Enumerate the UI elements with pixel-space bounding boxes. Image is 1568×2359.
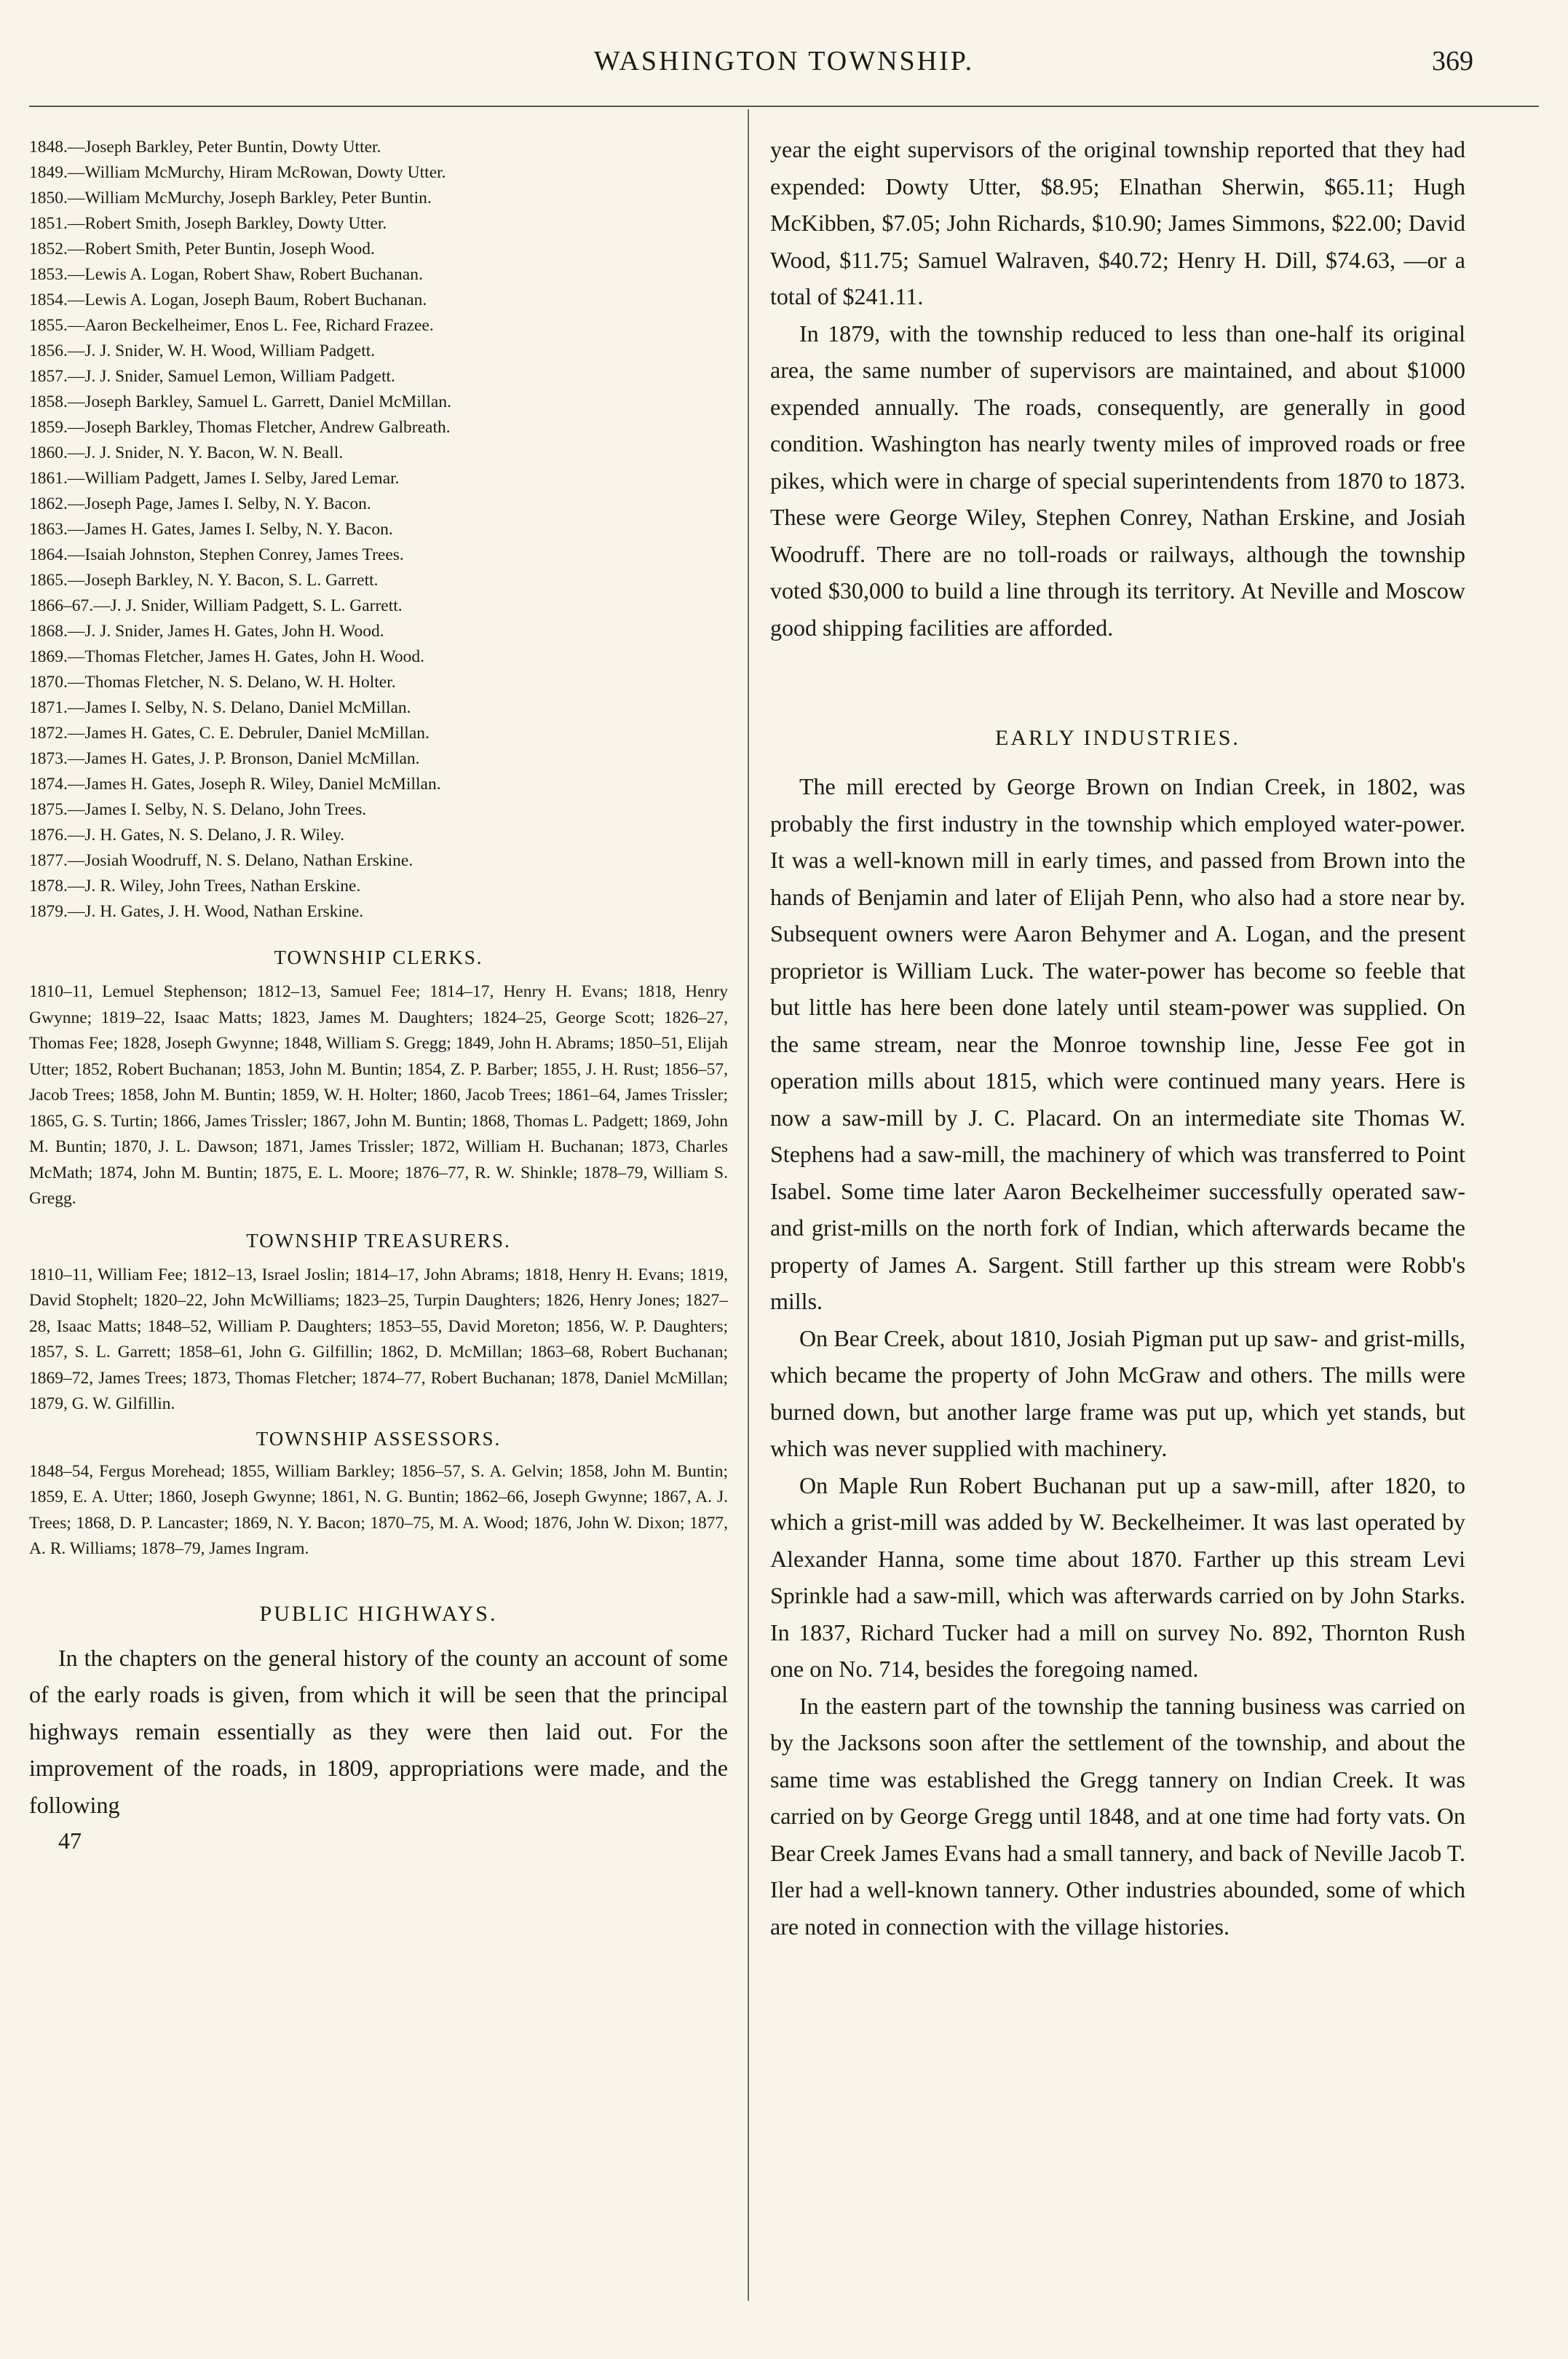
supervisors-entry: 1872.—James H. Gates, C. E. Debruler, Daniel McMillan. (29, 724, 429, 743)
supervisors-list (29, 135, 728, 925)
running-title: WASHINGTON TOWNSHIP. (593, 46, 975, 76)
supervisors-entry: 1865.—Joseph Barkley, N. Y. Bacon, S. L. Garrett. (29, 571, 379, 590)
supervisors-expenditure-paragraph: year the eight supervisors of the original township reported that they had expended: Dowty Utter, $8.95; Elnathan Sherwin, $65.11; Hugh McKibben, $7.05; John Richards, $10.90; James Simmons, $22.00; David Wood, $11.75; Samuel Walraven, $40.72; Henry H. Dill, $74.63, —or a total of $241.11. (770, 136, 1465, 309)
public-highways-paragraph: In the chapters on the general history of the county an account of some of the early roads is given, from which it will be seen that the principal highways remain essentially as they were then laid out. For the improvement of the roads, in 1809, appropriations were made, and the following (29, 1644, 728, 1818)
running-head (0, 45, 1568, 89)
maple-run-paragraph: On Maple Run Robert Buchanan put up a saw-mill, after 1820, to which a grist-mill was added by W. Beckelheimer. It was last operated by Alexander Hanna, some time about 1870. Farther up this stream Levi Sprinkle had a saw-mill, which was afterwards carried on by John Starks. In 1837, Richard Tucker had a mill on survey No. 892, Thornton Rush one on No. 714, besides the foregoing named. (770, 1471, 1465, 1682)
supervisors-entry: 1873.—James H. Gates, J. P. Bronson, Daniel McMillan. (29, 749, 420, 768)
treasurers-text: 1810–11, William Fee; 1812–13, Israel Joslin; 1814–17, John Abrams; 1818, Henry H. Evans; 1819, David Stophelt; 1820–22, John McWilliams; 1823–25, Turpin Daughters; 1826, Henry Jones; 1827–28, Isaac Matts; 1848–52, William P. Daughters; 1853–55, David Moreton; 1856, W. P. Daughters; 1857, S. L. Garrett; 1858–61, John G. Gilfillin; 1862, D. McMillan; 1863–68, Robert Buchanan; 1869–72, James Trees; 1873, Thomas Fletcher; 1874–77, Robert Buchanan; 1878, Daniel McMillan; 1879, G. W. Gilfillin. (29, 1265, 728, 1413)
roads-1879-paragraph: In 1879, with the township reduced to less than one-half its original area, the same number of supervisors are maintained, and about $1000 expended annually. The roads, consequently, are generally in good condition. Washington has nearly twenty miles of improved roads or free pikes, which were in charge of special superintendents from 1870 to 1873. These were George Wiley, Stephen Conrey, Nathan Erskine, and Josiah Woodruff. There are no toll-roads or railways, although the township voted $30,000 to build a line through its territory. At Neville and Moscow good shipping facilities are afforded. (770, 320, 1465, 641)
supervisors-entry: 1870.—Thomas Fletcher, N. S. Delano, W. H. Holter. (29, 673, 396, 692)
bear-creek-paragraph: On Bear Creek, about 1810, Josiah Pigman put up saw- and grist-mills, which became the property of John McGraw and others. The mills were burned down, but another large frame was put up, which yet stands, but which was never supplied with machinery. (770, 1324, 1465, 1461)
supervisors-entry: 1875.—James I. Selby, N. S. Delano, John Trees. (29, 800, 367, 819)
right-column (770, 131, 1465, 1945)
clerks-text: 1810–11, Lemuel Stephenson; 1812–13, Samuel Fee; 1814–17, Henry H. Evans; 1818, Henry Gwynne; 1819–22, Isaac Matts; 1823, James M. Daughters; 1824–25, George Scott; 1826–27, Thomas Fee; 1828, Joseph Gwynne; 1848, William S. Gregg; 1849, John H. Abrams; 1850–51, Elijah Utter; 1852, Robert Buchanan; 1853, John M. Buntin; 1854, Z. P. Barber; 1855, J. H. Rust; 1856–57, Jacob Trees; 1858, John M. Buntin; 1859, W. H. Holter; 1860, Jacob Trees; 1861–64, James Trissler; 1865, G. S. Turtin; 1866, James Trissler; 1867, John M. Buntin; 1868, Thomas L. Padgett; 1869, John M. Buntin; 1870, J. L. Dawson; 1871, James Trissler; 1872, William H. Buchanan; 1873, Charles McMath; 1874, John M. Buntin; 1875, E. L. Moore; 1876–77, R. W. Shinkle; 1878–79, William S. Gregg. (29, 982, 728, 1208)
supervisors-entry: 1861.—William Padgett, James I. Selby, Jared Lemar. (29, 469, 400, 488)
supervisors-entry: 1868.—J. J. Snider, James H. Gates, John H. Wood. (29, 622, 384, 641)
supervisors-entry: 1864.—Isaiah Johnston, Stephen Conrey, James Trees. (29, 545, 404, 564)
assessors-text: 1848–54, Fergus Morehead; 1855, William Barkley; 1856–57, S. A. Gelvin; 1858, John M. Buntin; 1859, E. A. Utter; 1860, Joseph Gwynne; 1861, N. G. Buntin; 1862–66, Joseph Gwynne; 1867, A. J. Trees; 1868, D. P. Lancaster; 1869, N. Y. Bacon; 1870–75, M. A. Wood; 1876, John W. Dixon; 1877, A. R. Williams; 1878–79, James Ingram. (29, 1461, 728, 1558)
supervisors-entry: 1874.—James H. Gates, Joseph R. Wiley, Daniel McMillan. (29, 775, 441, 794)
supervisors-entry: 1862.—Joseph Page, James I. Selby, N. Y. Bacon. (29, 494, 371, 513)
supervisors-entry: 1860.—J. J. Snider, N. Y. Bacon, W. N. Beall. (29, 443, 344, 462)
indian-creek-mill-paragraph: The mill erected by George Brown on Indian Creek, in 1802, was probably the first industry in the township which employed water-power. It was a well-known mill in early times, and passed from Brown into the hands of Benjamin and later of Elijah Penn, who also had a store near by. Subsequent owners were Aaron Behymer and A. Logan, and the present proprietor is William Luck. The water-power has become so feeble that but little has here been done lately until steam-power was supplied. On the same stream, near the Monroe township line, Jesse Fee got in operation mills about 1815, which were continued many years. Here is now a saw-mill by J. C. Placard. On an intermediate site Thomas W. Stephens had a saw-mill, the machinery of which was transferred to Point Isabel. Some time later Aaron Beckelheimer successfully operated saw- and grist-mills on the north fork of Indian, which afterwards became the property of James A. Sargent. Still farther up this stream were Robb's mills. (770, 773, 1465, 1314)
supervisors-entry: 1871.—James I. Selby, N. S. Delano, Daniel McMillan. (29, 698, 411, 717)
clerks-heading: TOWNSHIP CLERKS. (274, 947, 483, 968)
supervisors-entry: 1855.—Aaron Beckelheimer, Enos L. Fee, Richard Frazee. (29, 316, 434, 335)
header-rule (29, 106, 1539, 107)
left-column (29, 135, 728, 1854)
supervisors-entry: 1869.—Thomas Fletcher, James H. Gates, John H. Wood. (29, 647, 425, 666)
supervisors-entry: 1850.—William McMurchy, Joseph Barkley, Peter Buntin. (29, 189, 432, 208)
early-industries-heading: EARLY INDUSTRIES. (995, 726, 1240, 750)
supervisors-entry: 1859.—Joseph Barkley, Thomas Fletcher, Andrew Galbreath. (29, 418, 451, 437)
supervisors-entry: 1863.—James H. Gates, James I. Selby, N. Y. Bacon. (29, 520, 393, 539)
page-number: 369 (1432, 46, 1473, 76)
column-divider (748, 109, 749, 2301)
supervisors-entry: 1848.—Joseph Barkley, Peter Buntin, Dowty Utter. (29, 138, 381, 157)
supervisors-entry: 1876.—J. H. Gates, N. S. Delano, J. R. Wiley. (29, 826, 345, 845)
treasurers-heading: TOWNSHIP TREASURERS. (246, 1229, 511, 1252)
supervisors-entry: 1879.—J. H. Gates, J. H. Wood, Nathan Erskine. (29, 902, 364, 921)
tanning-paragraph: In the eastern part of the township the tanning business was carried on by the Jacksons soon after the settlement of the township, and about the same time was established the Gregg tannery on Indian Creek. It was carried on by George Gregg until 1848, and at one time had forty vats. On Bear Creek James Evans had a small tannery, and back of Neville Jacob T. Iler had a well-known tannery. Other industries abounded, some of which are noted in connection with the village histories. (770, 1692, 1465, 1940)
supervisors-entry: 1866–67.—J. J. Snider, William Padgett, S. L. Garrett. (29, 596, 403, 615)
assessors-heading: TOWNSHIP ASSESSORS. (256, 1427, 502, 1450)
supervisors-entry: 1849.—William McMurchy, Hiram McRowan, Dowty Utter. (29, 163, 446, 182)
supervisors-entry: 1851.—Robert Smith, Joseph Barkley, Dowty Utter. (29, 214, 387, 233)
folio-signature: 47 (58, 1827, 82, 1854)
supervisors-entry: 1853.—Lewis A. Logan, Robert Shaw, Robert Buchanan. (29, 265, 423, 284)
supervisors-entry: 1856.—J. J. Snider, W. H. Wood, William Padgett. (29, 341, 376, 360)
supervisors-entry: 1854.—Lewis A. Logan, Joseph Baum, Robert Buchanan. (29, 291, 427, 309)
supervisors-entry: 1877.—Josiah Woodruff, N. S. Delano, Nathan Erskine. (29, 851, 413, 870)
supervisors-entry: 1878.—J. R. Wiley, John Trees, Nathan Erskine. (29, 877, 361, 896)
public-highways-heading: PUBLIC HIGHWAYS. (259, 1601, 498, 1626)
supervisors-entry: 1858.—Joseph Barkley, Samuel L. Garrett, Daniel McMillan. (29, 392, 451, 411)
supervisors-entry: 1857.—J. J. Snider, Samuel Lemon, William Padgett. (29, 367, 395, 386)
supervisors-entry: 1852.—Robert Smith, Peter Buntin, Joseph Wood. (29, 240, 375, 258)
